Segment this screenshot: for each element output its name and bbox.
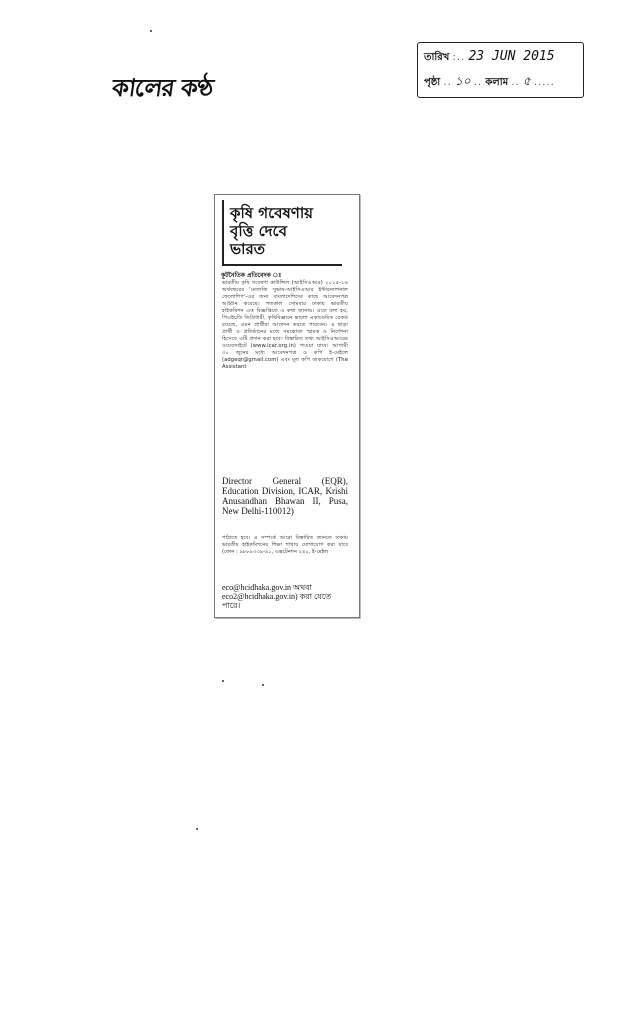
clipping-stamp [417, 42, 584, 98]
headline-line-2: বৃত্তি দেবে [230, 222, 287, 240]
scan-speck [222, 680, 224, 682]
headline-line-1: কৃষি গবেষণায় [230, 204, 314, 222]
stamp-date-row: তারিখ :.. 23 JUN 2015 [424, 49, 555, 64]
stamp-column-value: ৫ [522, 74, 531, 88]
article-emails: eco@hcidhaka.gov.in অথবা eco2@hcidhaka.gov.in) করা যেতে পারে। [222, 583, 332, 610]
article-byline: কূটনৈতিক প্রতিবেদক ঃ [221, 272, 282, 279]
scan-speck [150, 30, 152, 32]
newspaper-masthead: কালের কণ্ঠ [110, 73, 215, 102]
headline-line-3: ভারত [230, 240, 266, 258]
scan-speck [196, 828, 198, 830]
stamp-date-value: 23 JUN 2015 [468, 49, 555, 64]
stamp-column-label: কলাম [485, 77, 509, 88]
article-address: Director General (EQR), Education Division, ICAR, Krishi Anusandhan Bhawan II, Pusa, New Delhi-110012) [222, 476, 348, 516]
article-headline [222, 200, 342, 266]
stamp-page-label: পৃষ্ঠা [424, 77, 441, 88]
stamp-page-value: ১০ [454, 74, 471, 88]
article-body-outro: পাঠাতে হবে। এ সম্পর্কে আরো বিস্তারিত জানতে ঢাকায় ভারতীয় হাইকমিশনের শিক্ষা শাখায় যোগাযোগ করা যাবে (ফোন : ৯৮৮৯৩৩৯-৯১, এক্সটেনশন ২৪০, ই-মেইল [222, 535, 348, 555]
stamp-page-row: পৃষ্ঠা .. ১০ .. কলাম .. ৫ ..... [424, 74, 555, 88]
scan-speck [262, 684, 264, 686]
article-body-intro: ভারতীয় কৃষি গবেষণা কাউন্সিল (আইসিএআর) ২০১৫-১৬ অর্থবছরের 'নেতাজি সুভাষ-আইসিএআর ইন্টারন্যাশনাল ফেলোশিপ'-এর জন্য বাংলাদেশিদের কাছে আবেদনপত্র আহ্বান করেছে। গতকাল সোমবার ঢাকায় ভারতীয় হাইকমিশন এক বিজ্ঞপ্তিতে এ কথা জানায়। এতে বলা হয়, পিএইচডি ডিগ্রিধারী, কৃষিবিজ্ঞানে ভালো একাডেমিক রেকর্ড রয়েছে, এমন প্রার্থীরা আবেদন করতে পারবেন। এ ছাড়া প্রার্থী ও প্রতিষ্ঠানের মধ্যে সমঝোতা স্মারক ও নির্দেশনা হিসেবে এটি প্রদান করা হবে। বিস্তারিত তথ্য আইসিএআরের ওয়েবসাইটে (www.icar.org.in) পাওয়া যাবে। আগামী ৩০ জুনের মধ্যে আবেদনপত্র ও কপি ই-মেইলে (adgeqr@gmail.com) এবং মূল কপি ডাকযোগে (The Assistant [222, 280, 348, 370]
stamp-date-label: তারিখ [424, 52, 450, 63]
